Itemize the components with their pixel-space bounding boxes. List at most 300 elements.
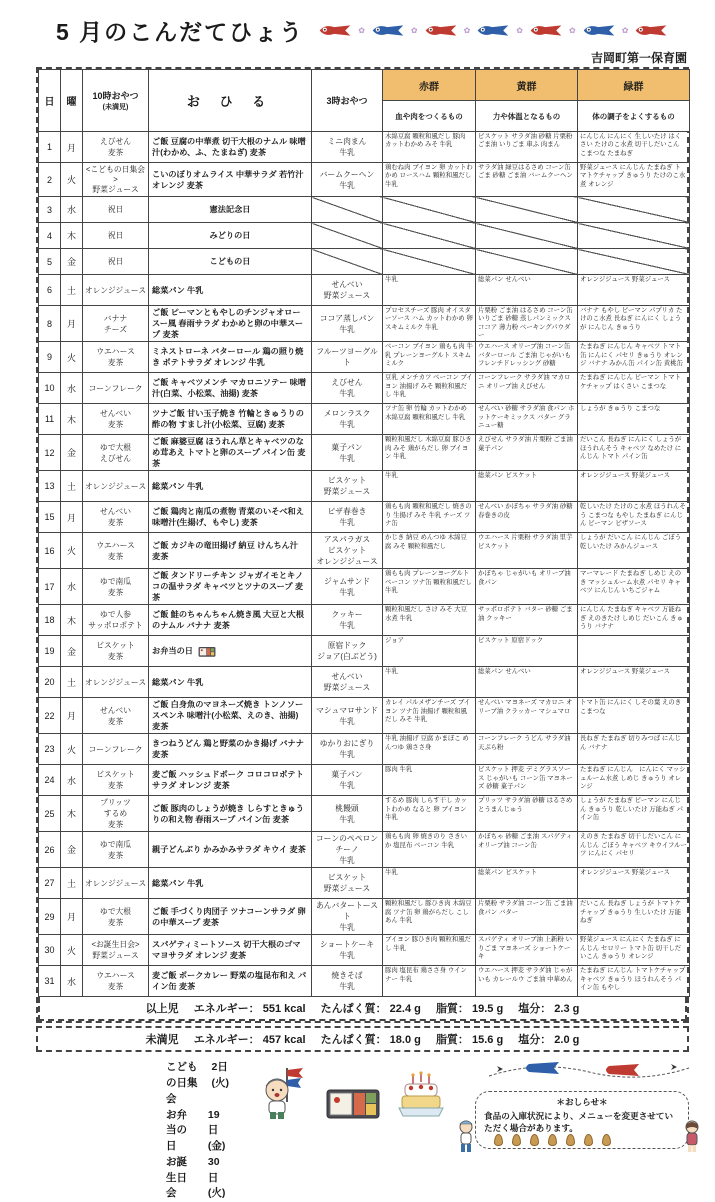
green-group-text: にんじん たまねぎ キャベツ 万能ねぎ えのきたけ しめじ だいこん きゅうり バナナ bbox=[580, 606, 683, 630]
red-group-text: 鶏もも肉 顆粒和風だし 焼きのり 生揚げ みそ 牛乳 チーズ ツナ缶 bbox=[385, 503, 472, 527]
day-number-text: 6 bbox=[46, 285, 52, 295]
menu-day-row bbox=[39, 868, 690, 899]
event-item bbox=[166, 1060, 229, 1107]
day-of-week-text: 火 bbox=[66, 175, 76, 185]
lunch-text: 麦ご飯 ポークカレー 野菜の塩昆布和え パイン缶 麦茶 bbox=[152, 971, 307, 992]
koinobori-icon bbox=[582, 23, 616, 38]
day-number bbox=[39, 223, 61, 249]
menu-day-row bbox=[39, 832, 690, 868]
lunch-cell bbox=[149, 569, 312, 605]
snack3-cell bbox=[312, 435, 383, 471]
green-group-cell bbox=[578, 796, 690, 832]
day-number-text: 1 bbox=[46, 142, 52, 152]
snack3-text: バームクーヘン 牛乳 bbox=[319, 169, 375, 190]
snack3-text: ビスケット 野菜ジュース bbox=[323, 476, 371, 497]
green-group-cell bbox=[578, 667, 690, 698]
snack3-cell bbox=[312, 796, 383, 832]
menu-day-row bbox=[39, 373, 690, 404]
red-group-cell bbox=[383, 667, 476, 698]
day-number-text: 22 bbox=[44, 710, 55, 721]
snack10-cell bbox=[83, 306, 149, 342]
snack10-cell bbox=[83, 502, 149, 533]
snack3-text: えびせん 牛乳 bbox=[331, 378, 363, 399]
snack10-text: コーンフレーク bbox=[88, 744, 143, 754]
day-number bbox=[39, 197, 61, 223]
day-of-week bbox=[61, 605, 83, 636]
snack10-text: せんべい 麦茶 bbox=[99, 507, 132, 528]
yellow-group-cell bbox=[476, 667, 578, 698]
yellow-group-cell bbox=[476, 223, 578, 249]
snack3-text: ゆかりおにぎり 牛乳 bbox=[319, 739, 375, 760]
green-group-cell bbox=[578, 698, 690, 734]
yellow-group-text: サッポロポテト バター 砂糖 ごま油 クッキー bbox=[478, 606, 573, 622]
green-group-cell bbox=[578, 569, 690, 605]
red-group-text: かじき 納豆 めんつゆ 木綿豆腐 みそ 顆粒和風だし bbox=[385, 534, 467, 550]
day-of-week-text: 月 bbox=[66, 512, 76, 523]
sparkle-icon: ✿ bbox=[358, 26, 365, 35]
summary-fat: 脂質： 19.5 g bbox=[435, 1003, 504, 1016]
green-group-cell bbox=[578, 404, 690, 435]
day-of-week bbox=[61, 132, 83, 163]
snack3-cell bbox=[312, 132, 383, 163]
yellow-group-cell bbox=[476, 765, 578, 796]
day-number-text: 29 bbox=[44, 911, 55, 922]
red-group-text: ブイヨン 豚ひき肉 顆粒和風だし 牛乳 bbox=[385, 936, 472, 952]
yellow-group-cell bbox=[476, 605, 578, 636]
summary-energy: エネルギー： 457 kcal bbox=[193, 1034, 306, 1047]
red-group-text: ベーコン ブイヨン 鶏もも肉 牛乳 プレーンヨーグルト スキムミルク bbox=[385, 343, 473, 367]
day-of-week bbox=[61, 765, 83, 796]
red-group-cell bbox=[383, 249, 476, 275]
summary-label: 以上児 bbox=[145, 1003, 179, 1016]
day-number-text: 25 bbox=[44, 808, 55, 819]
menu-day-row bbox=[39, 404, 690, 435]
snack10-text: ウエハース 麦茶 bbox=[96, 971, 135, 992]
lunch-text: 総菜パン 牛乳 bbox=[152, 285, 204, 295]
school-name: 吉岡町第一保育園 bbox=[590, 51, 687, 65]
nutrition-summary-under bbox=[36, 1026, 689, 1052]
koinobori-garland-icon bbox=[489, 1060, 689, 1086]
menu-table bbox=[38, 69, 690, 997]
green-group-text: マーマレード たまねぎ しめじ えのき マッシュルーム水煮 パセリ キャベツ にんじん いちごジャム bbox=[580, 570, 682, 594]
lunch-text: ご飯 鶏肉と南瓜の煮物 青菜のいそべ和え 味噌汁(生揚げ、もやし) 麦茶 bbox=[152, 507, 304, 528]
day-of-week bbox=[61, 667, 83, 698]
snack10-text: ゆで南瓜 麦茶 bbox=[99, 576, 132, 597]
menu-day-row bbox=[39, 765, 690, 796]
lunch-cell bbox=[149, 502, 312, 533]
green-group-cell bbox=[578, 502, 690, 533]
lunch-text: こいのぼりオムライス 中華サラダ 若竹汁 オレンジ 麦茶 bbox=[152, 169, 304, 190]
green-group-text: たまねぎ にんじん にんにく マッシュルーム水煮 しめじ きゅうり オレンジ bbox=[580, 766, 686, 790]
lunch-cell bbox=[149, 373, 312, 404]
lunch-text: ツナご飯 甘い玉子焼き 竹輪ときゅうりの酢の物 すまし汁(小松菜、豆腐) 麦茶 bbox=[152, 409, 304, 430]
yellow-group-cell bbox=[476, 832, 578, 868]
lunch-text: ご飯 鮭のちゃんちゃん焼き風 大豆と大根のナムル バナナ 麦茶 bbox=[152, 610, 304, 631]
yellow-group-text: 総菜パン ビスケット bbox=[478, 472, 537, 480]
red-group-cell bbox=[383, 275, 476, 306]
snack10-cell bbox=[83, 404, 149, 435]
day-number bbox=[39, 373, 61, 404]
day-number bbox=[39, 533, 61, 569]
red-group-text: 牛乳 油揚げ 豆腐 かまぼこ めんつゆ 鶏ささ身 bbox=[385, 735, 469, 751]
green-group-cell bbox=[578, 306, 690, 342]
yellow-group-text: ウエハース オリーブ油 コーン缶 バターロール ごま油 じゃがいも フレンチドレッシング 砂糖 bbox=[478, 343, 571, 367]
day-of-week bbox=[61, 569, 83, 605]
green-group-text: しょうが たまねぎ ピーマン にんじん きゅうり 乾しいたけ 万能ねぎ パイン缶 bbox=[580, 797, 683, 821]
green-group-text: バナナ もやし ピーマン パプリカ たけのこ水煮 長ねぎ にんにく しょうが にんじん きゅうり bbox=[580, 307, 683, 331]
lunch-cell bbox=[149, 404, 312, 435]
menu-day-row bbox=[39, 698, 690, 734]
yellow-group-text: 総菜パン ビスケット bbox=[478, 869, 537, 877]
lunch-text: 麦ご飯 ハッシュドポーク コロコロポテトサラダ オレンジ 麦茶 bbox=[152, 770, 304, 791]
red-group-cell bbox=[383, 698, 476, 734]
sparkle-icon: ✿ bbox=[516, 26, 523, 35]
col-header-green-group: 緑群 bbox=[578, 70, 690, 101]
red-group-cell bbox=[383, 832, 476, 868]
snack10-text: ゆで人参 サッポロポテト bbox=[88, 610, 143, 631]
summary-protein: たんぱく質： 22.4 g bbox=[320, 1003, 421, 1016]
day-number-text: 18 bbox=[44, 615, 55, 626]
day-of-week-text: 木 bbox=[66, 615, 76, 626]
snack3-cell bbox=[312, 502, 383, 533]
menu-day-row bbox=[39, 502, 690, 533]
menu-day-row bbox=[39, 275, 690, 306]
red-group-text: 鶏むね肉 ブイヨン 卵 カットわかめ ロースハム 顆粒和風だし 牛乳 bbox=[385, 164, 473, 188]
snack10-text: ウエハース 麦茶 bbox=[96, 347, 135, 368]
snack3-cell bbox=[312, 765, 383, 796]
events-list bbox=[166, 1060, 229, 1202]
snack10-cell bbox=[83, 197, 149, 223]
bento-box-icon bbox=[325, 1082, 381, 1122]
lunch-text: ご飯 手づくり肉団子 ツナコーンサラダ 卵の中華スープ 麦茶 bbox=[152, 906, 306, 927]
green-group-text: しょうが だいこん にんじん ごぼう 乾しいたけ みかんジュース bbox=[580, 534, 682, 550]
green-group-cell bbox=[578, 223, 690, 249]
snack10-text: オレンジジュース bbox=[84, 285, 147, 295]
lunch-text: お弁当の日 bbox=[152, 646, 193, 656]
event-date: 30日(火) bbox=[207, 1155, 226, 1200]
day-of-week-text: 火 bbox=[66, 352, 76, 363]
lunch-cell bbox=[149, 249, 312, 275]
green-group-cell bbox=[578, 734, 690, 765]
snack10-cell bbox=[83, 373, 149, 404]
red-group-cell bbox=[383, 502, 476, 533]
day-number bbox=[39, 935, 61, 966]
snack3-cell bbox=[312, 373, 383, 404]
day-number bbox=[39, 132, 61, 163]
sparkle-icon: ✿ bbox=[569, 26, 576, 35]
green-group-cell bbox=[578, 533, 690, 569]
koinobori-decoration bbox=[318, 23, 668, 38]
col-header-day: 日 bbox=[39, 70, 61, 132]
bamboo-shoots-decoration bbox=[494, 1134, 611, 1146]
snack10-text: せんべい 麦茶 bbox=[99, 705, 132, 726]
yellow-group-cell bbox=[476, 435, 578, 471]
day-of-week-text: 水 bbox=[66, 976, 76, 987]
day-number bbox=[39, 569, 61, 605]
day-number-text: 2 bbox=[46, 174, 52, 185]
green-group-text: しょうが きゅうり こまつな bbox=[580, 405, 661, 413]
red-group-cell bbox=[383, 404, 476, 435]
day-number-text: 9 bbox=[46, 352, 52, 363]
snack3-text: あんバタートースト 牛乳 bbox=[316, 901, 378, 933]
red-group-cell bbox=[383, 471, 476, 502]
yellow-group-cell bbox=[476, 734, 578, 765]
col-header-snack10 bbox=[83, 70, 149, 132]
snack10-cell bbox=[83, 249, 149, 275]
yellow-group-cell bbox=[476, 306, 578, 342]
snack10-cell bbox=[83, 435, 149, 471]
green-group-cell bbox=[578, 132, 690, 163]
yellow-group-cell bbox=[476, 868, 578, 899]
green-group-text: 長ねぎ たまねぎ 切りみつば にんじん バナナ bbox=[580, 735, 682, 751]
snack10-cell bbox=[83, 765, 149, 796]
yellow-group-text: かぼちゃ 砂糖 ごま油 スパゲティ オリーブ油 コーン缶 bbox=[478, 833, 573, 849]
lunch-cell bbox=[149, 435, 312, 471]
summary-salt: 塩分： 2.3 g bbox=[518, 1003, 580, 1016]
summary-energy: エネルギー： 551 kcal bbox=[193, 1003, 306, 1016]
lunch-text: こどもの日 bbox=[209, 257, 251, 266]
snack3-cell bbox=[312, 249, 383, 275]
col-header-yellow-group: 黄群 bbox=[476, 70, 578, 101]
snack3-cell bbox=[312, 966, 383, 997]
red-group-text: 鶏もも肉 卵 焼きのり さきいか 塩昆布 ベーコン 牛乳 bbox=[385, 833, 468, 849]
day-of-week bbox=[61, 935, 83, 966]
yellow-group-cell bbox=[476, 502, 578, 533]
boy-with-koinobori-icon bbox=[257, 1064, 309, 1122]
day-number bbox=[39, 306, 61, 342]
green-group-text: オレンジジュース 野菜ジュース bbox=[580, 472, 670, 480]
day-of-week-text: 木 bbox=[66, 809, 76, 820]
event-item bbox=[166, 1108, 229, 1155]
snack10-text: <お誕生日会> 野菜ジュース bbox=[91, 940, 140, 961]
snack3-text: ビスケット 野菜ジュース bbox=[323, 873, 371, 894]
red-group-cell bbox=[383, 533, 476, 569]
snack3-cell bbox=[312, 223, 383, 249]
red-group-cell bbox=[383, 132, 476, 163]
day-of-week-text: 水 bbox=[66, 383, 76, 394]
header-row bbox=[39, 70, 690, 101]
day-number bbox=[39, 667, 61, 698]
event-date: 19日(金) bbox=[207, 1108, 226, 1153]
menu-day-row bbox=[39, 342, 690, 373]
red-group-text: ツナ缶 卵 竹輪 カットわかめ 木綿豆腐 顆粒和風だし 牛乳 bbox=[385, 405, 467, 421]
green-group-cell bbox=[578, 899, 690, 935]
yellow-group-text: 総菜パン せんべい bbox=[478, 668, 531, 676]
day-of-week-text: 水 bbox=[66, 582, 76, 593]
snack3-text: ショートケーキ 牛乳 bbox=[319, 940, 375, 961]
snack3-text: ピザ春巻き 牛乳 bbox=[327, 507, 367, 528]
snack10-cell bbox=[83, 636, 149, 667]
day-of-week-text: 水 bbox=[66, 205, 76, 215]
day-of-week-text: 月 bbox=[66, 142, 76, 153]
snack10-cell bbox=[83, 223, 149, 249]
day-number-text: 30 bbox=[44, 945, 55, 956]
snack3-cell bbox=[312, 935, 383, 966]
green-group-cell bbox=[578, 636, 690, 667]
day-number-text: 23 bbox=[44, 744, 55, 755]
lunch-text: ミネストローネ バターロール 鶏の照り焼き ポテトサラダ オレンジ 牛乳 bbox=[152, 347, 304, 368]
green-group-cell bbox=[578, 966, 690, 997]
lunch-cell bbox=[149, 471, 312, 502]
red-group-text: 豚肉 牛乳 bbox=[385, 766, 413, 774]
green-group-text: えのき たまねぎ 切干しだいこん にんじん ごぼう キャベツ キウイフルーツ にんにく パセリ bbox=[580, 833, 687, 857]
day-of-week-text: 金 bbox=[66, 845, 76, 856]
snack3-cell bbox=[312, 667, 383, 698]
day-of-week-text: 木 bbox=[66, 231, 76, 241]
col-header-lunch: お ひ る bbox=[149, 70, 312, 132]
title-row bbox=[36, 8, 689, 49]
day-of-week bbox=[61, 533, 83, 569]
lunch-cell bbox=[149, 966, 312, 997]
snack10-cell bbox=[83, 605, 149, 636]
red-group-text: 豆乳 メンチカツ ベーコン ブイヨン 油揚げ みそ 顆粒和風だし 牛乳 bbox=[385, 374, 473, 398]
lunch-text: 総菜パン 牛乳 bbox=[152, 481, 204, 491]
red-group-cell bbox=[383, 569, 476, 605]
lunch-cell bbox=[149, 306, 312, 342]
menu-day-row bbox=[39, 667, 690, 698]
menu-day-row bbox=[39, 163, 690, 197]
yellow-group-text: かぼちゃ じゃがいも オリーブ油 食パン bbox=[478, 570, 571, 586]
snack3-cell bbox=[312, 306, 383, 342]
snack3-text: メロンラスク 牛乳 bbox=[323, 409, 371, 430]
day-of-week bbox=[61, 373, 83, 404]
yellow-group-text: ウエハース 押麦 サラダ油 じゃがいも カレールウ ごま油 中華めん bbox=[478, 967, 573, 983]
day-of-week bbox=[61, 899, 83, 935]
day-number-text: 15 bbox=[44, 512, 55, 523]
day-number bbox=[39, 966, 61, 997]
red-group-cell bbox=[383, 734, 476, 765]
day-of-week bbox=[61, 966, 83, 997]
green-group-text: たまねぎ にんじん キャベツ トマト缶 にんにく パセリ きゅうり オレンジ バナナ みかん缶 パイン缶 黄桃缶 bbox=[580, 343, 683, 367]
day-number-text: 10 bbox=[44, 383, 55, 394]
snack10-text: 祝日 bbox=[107, 257, 124, 266]
red-group-text: 顆粒和風だし さけ みそ 大豆水煮 牛乳 bbox=[385, 606, 468, 622]
lunch-text: 親子どんぶり かみかみサラダ キウイ 麦茶 bbox=[152, 845, 306, 855]
lunch-cell bbox=[149, 899, 312, 935]
day-of-week bbox=[61, 163, 83, 197]
green-group-text: オレンジジュース 野菜ジュース bbox=[580, 869, 670, 877]
yellow-group-cell bbox=[476, 342, 578, 373]
day-of-week-text: 木 bbox=[66, 414, 76, 425]
day-of-week-text: 水 bbox=[66, 775, 76, 786]
red-group-cell bbox=[383, 899, 476, 935]
lunch-cell bbox=[149, 342, 312, 373]
lunch-cell bbox=[149, 636, 312, 667]
day-of-week bbox=[61, 275, 83, 306]
snack10-label: 10時おやつ bbox=[92, 91, 139, 101]
green-group-text: にんじん にんにく 生しいたけ はくさい たけのこ水煮 切干しだいこん こまつな たまねぎ bbox=[580, 133, 682, 157]
green-group-text: 野菜ジュース にんじん たまねぎ トマトケチャップ きゅうり たけのこ水煮 オレンジ bbox=[580, 164, 686, 188]
red-group-text: 木綿豆腐 顆粒和風だし 豚肉 カットわかめ みそ 牛乳 bbox=[385, 133, 466, 149]
col-header-red-group: 赤群 bbox=[383, 70, 476, 101]
snack3-cell bbox=[312, 569, 383, 605]
day-of-week bbox=[61, 636, 83, 667]
red-group-cell bbox=[383, 796, 476, 832]
day-of-week-text: 土 bbox=[66, 677, 76, 688]
snack10-cell bbox=[83, 342, 149, 373]
koinobori-icon bbox=[318, 23, 352, 38]
yellow-group-subtitle: 力や体温となるもの bbox=[476, 101, 578, 132]
yellow-group-cell bbox=[476, 698, 578, 734]
snack10-cell bbox=[83, 832, 149, 868]
day-of-week bbox=[61, 471, 83, 502]
page-title: 5 月のこんだてひょう bbox=[56, 19, 305, 45]
snack10-cell bbox=[83, 868, 149, 899]
lunch-text: きつねうどん 鶏と野菜のかき揚げ バナナ 麦茶 bbox=[152, 739, 304, 760]
menu-day-row bbox=[39, 249, 690, 275]
red-group-text: 牛乳 bbox=[385, 869, 398, 877]
red-group-cell bbox=[383, 435, 476, 471]
menu-day-row bbox=[39, 605, 690, 636]
green-group-text: トマト缶 にんにく しその葉 えのき こまつな bbox=[580, 699, 682, 715]
nutrition-summary-over bbox=[38, 997, 687, 1021]
red-group-cell bbox=[383, 636, 476, 667]
snack10-cell bbox=[83, 796, 149, 832]
yellow-group-cell bbox=[476, 533, 578, 569]
day-of-week bbox=[61, 342, 83, 373]
menu-day-row bbox=[39, 533, 690, 569]
yellow-group-text: 片栗粉 サラダ油 コーン缶 ごま油 食パン バター bbox=[478, 900, 573, 916]
notice-box bbox=[475, 1091, 689, 1149]
yellow-group-text: せんべい マヨネーズ マカロニ オリーブ油 クラッカー マシュマロ bbox=[478, 699, 573, 715]
yellow-group-cell bbox=[476, 899, 578, 935]
green-group-text: たまねぎ にんじん ピーマン トマトケチャップ はくさい こまつな bbox=[580, 374, 681, 390]
snack3-text: 焼きそば 牛乳 bbox=[331, 971, 363, 992]
day-of-week bbox=[61, 435, 83, 471]
day-of-week-text: 土 bbox=[66, 878, 76, 889]
snack3-cell bbox=[312, 832, 383, 868]
green-group-cell bbox=[578, 275, 690, 306]
snack10-text: 祝日 bbox=[107, 205, 124, 214]
red-group-text: 牛乳 bbox=[385, 472, 398, 480]
yellow-group-text: コーンフレーク うどん サラダ油 天ぷら粉 bbox=[478, 735, 571, 751]
child-figure-icon bbox=[455, 1119, 477, 1153]
event-item bbox=[166, 1155, 229, 1202]
day-number-text: 20 bbox=[44, 677, 55, 688]
day-of-week-text: 火 bbox=[66, 744, 76, 755]
summary-label: 未満児 bbox=[145, 1034, 179, 1047]
day-number bbox=[39, 698, 61, 734]
green-group-cell bbox=[578, 605, 690, 636]
lunch-cell bbox=[149, 734, 312, 765]
day-number bbox=[39, 404, 61, 435]
snack10-cell bbox=[83, 734, 149, 765]
day-number-text: 19 bbox=[44, 646, 55, 657]
red-group-text: プロセスチーズ 豚肉 オイスターソース ハム カットわかめ 卵 スキムミルク 牛乳 bbox=[385, 307, 473, 331]
lunch-text: ご飯 キャベツメンチ マカロニソテー 味噌汁(白菜、小松菜、油揚) 麦茶 bbox=[152, 378, 307, 399]
red-group-cell bbox=[383, 163, 476, 197]
yellow-group-text: ウエハース 片栗粉 サラダ油 里芋 ビスケット bbox=[478, 534, 579, 550]
snack3-cell bbox=[312, 899, 383, 935]
lunch-text: ご飯 白身魚のマヨネーズ焼き トンノソースペンネ 味噌汁(小松菜、えのき、油揚) 麦茶 bbox=[152, 700, 304, 732]
menu-table-frame bbox=[36, 67, 689, 1023]
day-number-text: 4 bbox=[46, 230, 52, 241]
green-group-text: だいこん 長ねぎ にんにく しょうが ほうれんそう キャベツ なめたけ にんじん トマト パイン缶 bbox=[580, 436, 682, 460]
snack3-cell bbox=[312, 533, 383, 569]
lunch-text: ご飯 豚肉のしょうが焼き しらすときゅうりの和え物 春雨スープ パイン缶 麦茶 bbox=[152, 803, 304, 824]
green-group-cell bbox=[578, 163, 690, 197]
lunch-text: ご飯 豆腐の中華煮 切干大根のナムル 味噌汁(わかめ、ふ、たまねぎ) 麦茶 bbox=[152, 137, 306, 157]
green-group-cell bbox=[578, 373, 690, 404]
green-group-cell bbox=[578, 342, 690, 373]
snack10-cell bbox=[83, 966, 149, 997]
snack10-text: ゆで南瓜 麦茶 bbox=[99, 839, 132, 860]
koinobori-icon bbox=[476, 23, 510, 38]
yellow-group-text: ビスケット 原宿ドック bbox=[478, 637, 544, 645]
green-group-cell bbox=[578, 435, 690, 471]
yellow-group-text: 片栗粉 ごま油 はるさめ コーン缶 いりごま 砂糖 蒸しパンミックス ココア 薄力粉 ベーキングパウダー bbox=[478, 307, 573, 339]
yellow-group-cell bbox=[476, 966, 578, 997]
